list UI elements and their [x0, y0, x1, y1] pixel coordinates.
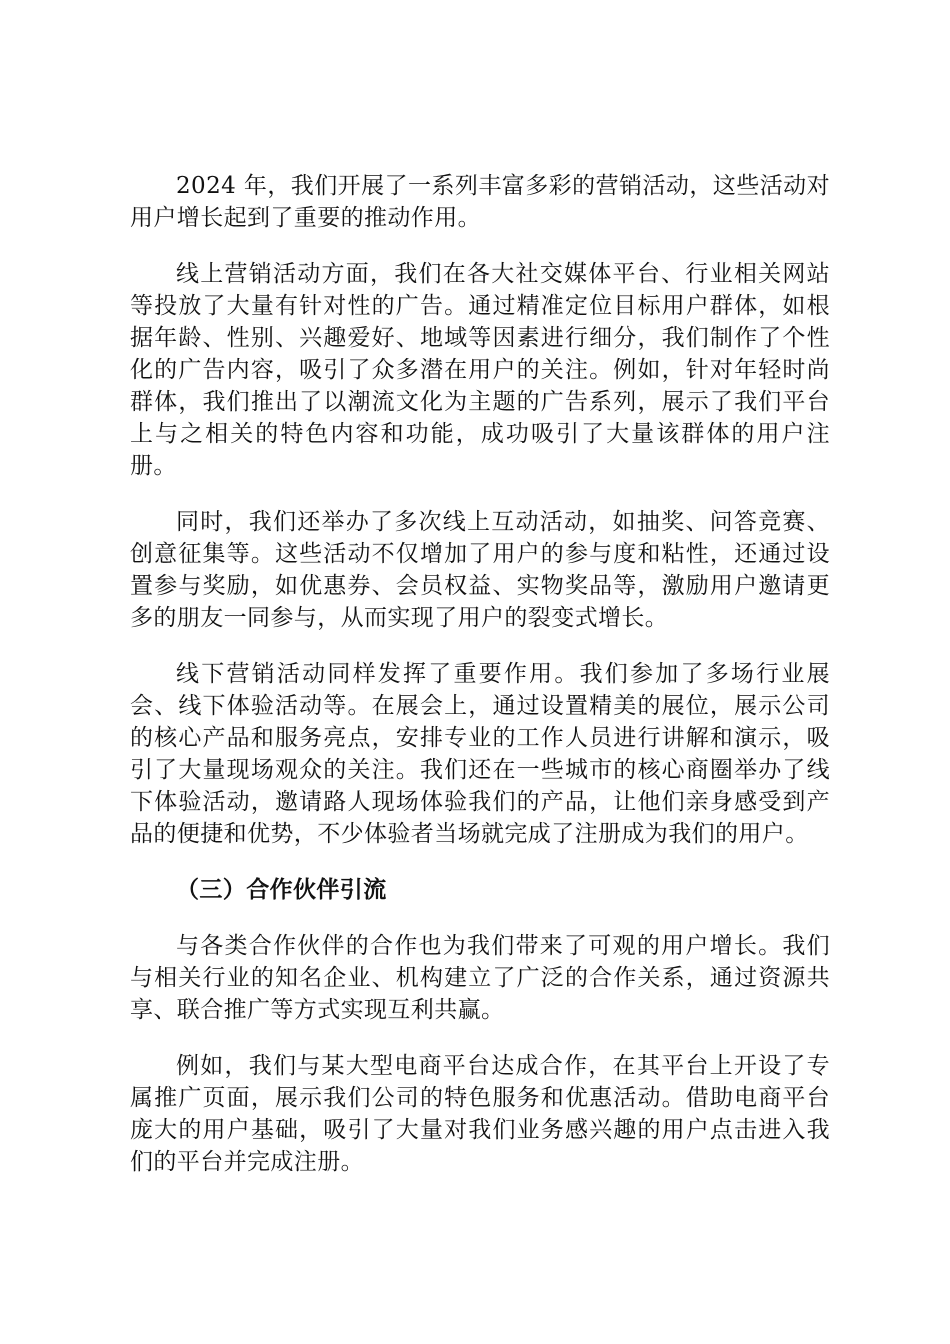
paragraph-online-marketing: 线上营销活动方面，我们在各大社交媒体平台、行业相关网站等投放了大量有针对性的广告。通过精准定位目标用户群体，如根据年龄、性别、兴趣爱好、地域等因素进行细分，我们制作了个性化的广告内容，吸引了众多潜在用户的关注。例如，针对年轻时尚群体，我们推出了以潮流文化为主题的广告系列，展示了我们平台上与之相关的特色内容和功能，成功吸引了大量该群体的用户注册。: [130, 261, 830, 479]
paragraph-partner-example: 例如，我们与某大型电商平台达成合作，在其平台上开设了专属推广页面，展示我们公司的特色服务和优惠活动。借助电商平台庞大的用户基础，吸引了大量对我们业务感兴趣的用户点击进入我们的平台并完成注册。: [130, 1053, 830, 1175]
paragraph-online-interactive: 同时，我们还举办了多次线上互动活动，如抽奖、问答竞赛、创意征集等。这些活动不仅增加了用户的参与度和粘性，还通过设置参与奖励，如优惠券、会员权益、实物奖品等，激励用户邀请更多的朋友一同参与，从而实现了用户的裂变式增长。: [130, 509, 830, 631]
paragraph-offline-marketing: 线下营销活动同样发挥了重要作用。我们参加了多场行业展会、线下体验活动等。在展会上，通过设置精美的展位，展示公司的核心产品和服务亮点，安排专业的工作人员进行讲解和演示，吸引了大量现场观众的关注。我们还在一些城市的核心商圈举办了线下体验活动，邀请路人现场体验我们的产品，让他们亲身感受到产品的便捷和优势，不少体验者当场就完成了注册成为我们的用户。: [130, 661, 830, 847]
paragraph-partner-intro: 与各类合作伙伴的合作也为我们带来了可观的用户增长。我们与相关行业的知名企业、机构建立了广泛的合作关系，通过资源共享、联合推广等方式实现互利共赢。: [130, 933, 830, 1023]
section-heading-partner-traffic: （三）合作伙伴引流: [176, 877, 387, 903]
document-body: [130, 170, 830, 1202]
paragraph-marketing-intro: 2024 年，我们开展了一系列丰富多彩的营销活动，这些活动对用户增长起到了重要的推动作用。: [130, 173, 830, 231]
